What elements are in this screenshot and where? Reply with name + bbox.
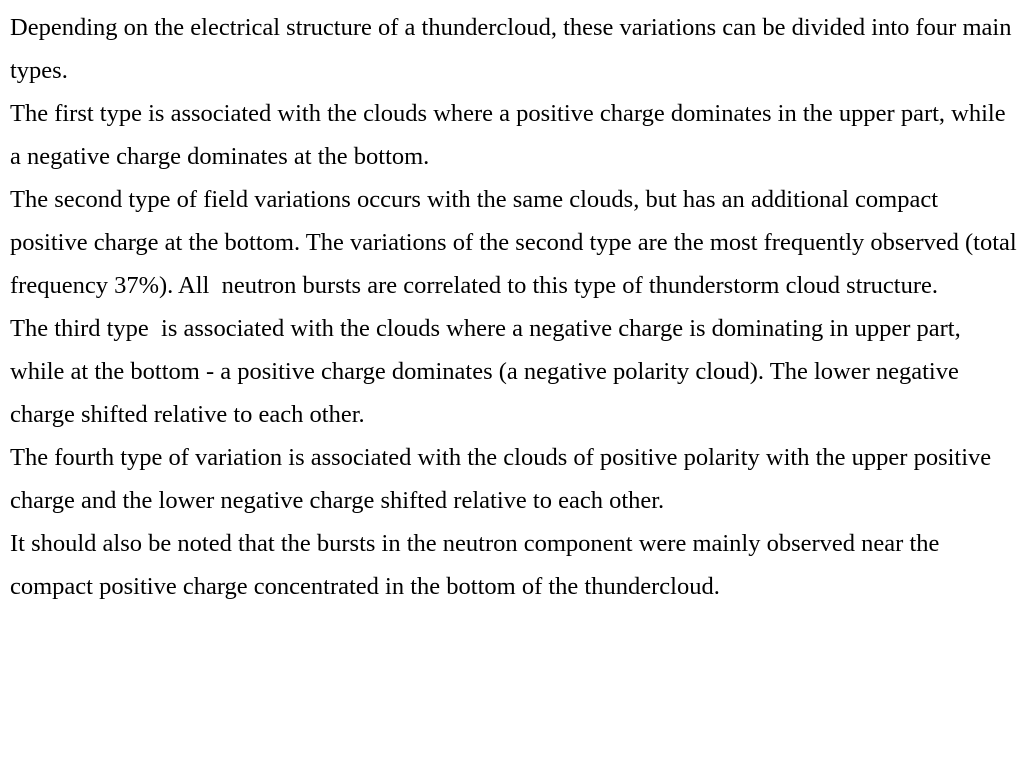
paragraph-intro: Depending on the electrical structure of a thundercloud, these variations can be divided into four main types. — [10, 14, 1018, 84]
paragraph-fourth-type: The fourth type of variation is associated with the clouds of positive polarity with the upper positive charge and the lower negative charge shifted relative to each other. — [10, 444, 998, 514]
paragraph-conclusion: It should also be noted that the bursts in the neutron component were mainly observed near the compact positive charge concentrated in the bottom of the thundercloud. — [10, 530, 946, 600]
paragraph-second-type: The second type of field variations occurs with the same clouds, but has an additional compact positive charge at the bottom. The variations of the second type are the most frequently observed (total frequency 37%). All neutron bursts are correlated to this type of thunderstorm cloud structure. — [10, 186, 1023, 299]
paragraph-first-type: The first type is associated with the clouds where a positive charge dominates in the upper part, while a negative charge dominates at the bottom. — [10, 100, 1012, 170]
paragraph-third-type: The third type is associated with the clouds where a negative charge is dominating in upper part, while at the bottom - a positive charge dominates (a negative polarity cloud). The lower negative charge shifted relative to each other. — [10, 315, 967, 428]
slide-text-body — [10, 6, 1023, 608]
